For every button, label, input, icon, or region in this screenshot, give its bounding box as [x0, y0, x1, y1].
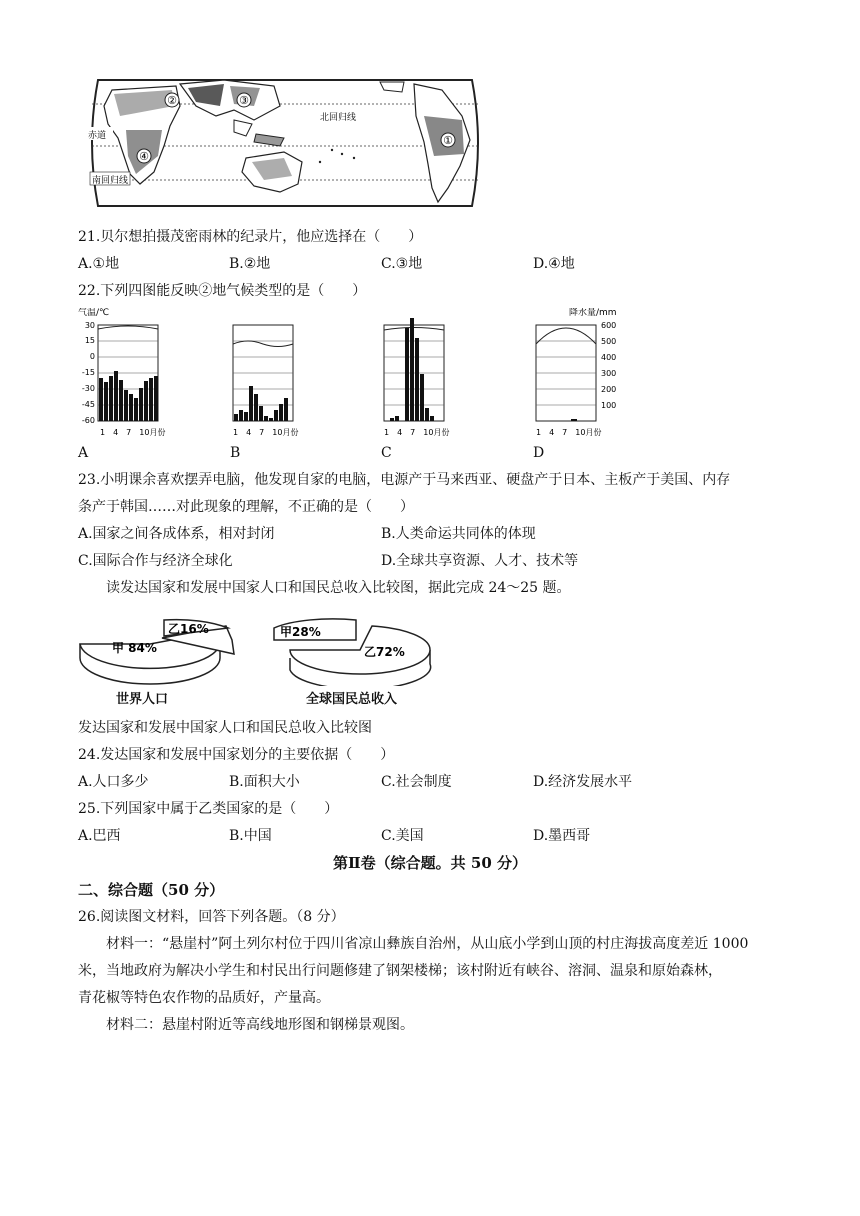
chart-letter-c: C — [381, 445, 392, 461]
part2-title: 第Ⅱ卷（综合题。共 50 分） — [333, 854, 527, 872]
income-yi-label: 乙72% — [364, 645, 405, 659]
q26-stem: 26.阅读图文材料，回答下列各题。（8 分） — [78, 909, 345, 925]
chart-letter-a: A — [78, 445, 89, 461]
q26-material1-line2: 米，当地政府为解决小学生和村民出行问题修建了钢架楼梯；该村附近有峡谷、溶洞、温泉和原始森林， — [78, 963, 722, 979]
month-axis-label: 1 4 7 10月份 — [100, 428, 166, 437]
temp-tick: 30 — [84, 321, 95, 330]
q23-option-c[interactable]: C.国际合作与经济全球化 — [78, 553, 233, 569]
tropic-cancer-label: 北回归线 — [320, 113, 357, 123]
q23-option-a[interactable]: A.国家之间各成体系，相对封闭 — [78, 526, 275, 542]
population-pie — [78, 614, 238, 686]
climate-chart-d — [533, 308, 648, 440]
month-axis-label: 1 4 7 10月份 — [233, 428, 299, 437]
section2-title: 二、综合题（50 分） — [78, 881, 225, 899]
q22-stem: 22.下列四图能反映②地气候类型的是（ ） — [78, 283, 367, 299]
q21-option-d[interactable]: D.④地 — [533, 256, 575, 272]
population-jia-label: 甲 84% — [112, 641, 157, 655]
climate-chart-c — [381, 308, 471, 440]
temp-tick: -60 — [81, 416, 95, 425]
precip-tick: 400 — [601, 353, 617, 362]
map-marker-1: ① — [443, 134, 453, 147]
precip-tick: 100 — [601, 401, 617, 410]
temp-tick: 15 — [84, 336, 95, 345]
climate-chart-a — [78, 308, 168, 440]
q21-option-b[interactable]: B.②地 — [229, 256, 271, 272]
q23-option-b[interactable]: B.人类命运共同体的体现 — [381, 526, 536, 542]
q24-option-b[interactable]: B.面积大小 — [229, 774, 300, 790]
pie-caption: 发达国家和发展中国家人口和国民总收入比较图 — [78, 720, 372, 736]
intro-24-25: 读发达国家和发展中国家人口和国民总收入比较图，据此完成 24～25 题。 — [106, 580, 571, 596]
q23-stem-line2: 条产于韩国……对此现象的理解，不正确的是（ ） — [78, 499, 414, 515]
map-marker-2: ② — [167, 94, 177, 107]
q24-option-c[interactable]: C.社会制度 — [381, 774, 452, 790]
map-marker-4: ④ — [139, 150, 149, 163]
tropic-capricorn-label: 南回归线 — [92, 176, 129, 186]
income-jia-label: 甲28% — [280, 625, 321, 639]
population-pie-title: 世界人口 — [116, 692, 169, 707]
temp-tick: -30 — [81, 384, 95, 393]
population-yi-label: 乙16% — [168, 622, 209, 636]
chart-letter-d: D — [533, 445, 545, 461]
temp-tick: 0 — [89, 352, 95, 361]
q25-option-c[interactable]: C.美国 — [381, 828, 424, 844]
income-pie-title: 全球国民总收入 — [306, 692, 398, 707]
q26-material2: 材料二：悬崖村附近等高线地形图和钢梯景观图。 — [106, 1017, 414, 1033]
q25-option-b[interactable]: B.中国 — [229, 828, 272, 844]
q25-stem: 25.下列国家中属于乙类国家的是（ ） — [78, 801, 339, 817]
precip-tick: 200 — [601, 385, 617, 394]
equator-label: 赤道 — [88, 131, 107, 141]
income-pie — [272, 614, 432, 686]
q24-stem: 24.发达国家和发展中国家划分的主要依据（ ） — [78, 747, 395, 763]
temp-tick: -15 — [81, 368, 95, 377]
month-axis-label: 1 4 7 10月份 — [384, 428, 450, 437]
q21-stem: 21.贝尔想拍摄茂密雨林的纪录片，他应选择在（ ） — [78, 229, 423, 245]
map-marker-3: ③ — [239, 94, 249, 107]
precip-tick: 600 — [601, 321, 617, 330]
chart-letter-b: B — [230, 445, 241, 461]
q25-option-d[interactable]: D.墨西哥 — [533, 828, 591, 844]
q23-stem-line1: 23.小明课余喜欢摆弄电脑，他发现自家的电脑，电源产于马来西亚、硬盘产于日本、主板产于美国、内存 — [78, 472, 731, 488]
precip-tick: 500 — [601, 337, 617, 346]
q24-option-d[interactable]: D.经济发展水平 — [533, 774, 633, 790]
world-map — [84, 76, 486, 210]
q23-option-d[interactable]: D.全球共享资源、人才、技术等 — [381, 553, 579, 569]
month-axis-label: 1 4 7 10月份 — [536, 428, 602, 437]
temp-tick: -45 — [81, 400, 95, 409]
precip-axis-label: 降水量/mm — [569, 308, 617, 318]
q21-option-a[interactable]: A.①地 — [78, 256, 120, 272]
q26-material1-line1: 材料一：“悬崖村”阿土列尔村位于四川省凉山彝族自治州，从山底小学到山顶的村庄海拔高度差近 1000 — [106, 936, 749, 952]
q26-material1-line3: 青花椒等特色农作物的品质好，产量高。 — [78, 990, 330, 1006]
temp-axis-label: 气温/℃ — [78, 308, 110, 318]
q25-option-a[interactable]: A.巴西 — [78, 828, 121, 844]
q21-option-c[interactable]: C.③地 — [381, 256, 423, 272]
climate-chart-b — [230, 308, 320, 440]
precip-tick: 300 — [601, 369, 617, 378]
q24-option-a[interactable]: A.人口多少 — [78, 774, 149, 790]
